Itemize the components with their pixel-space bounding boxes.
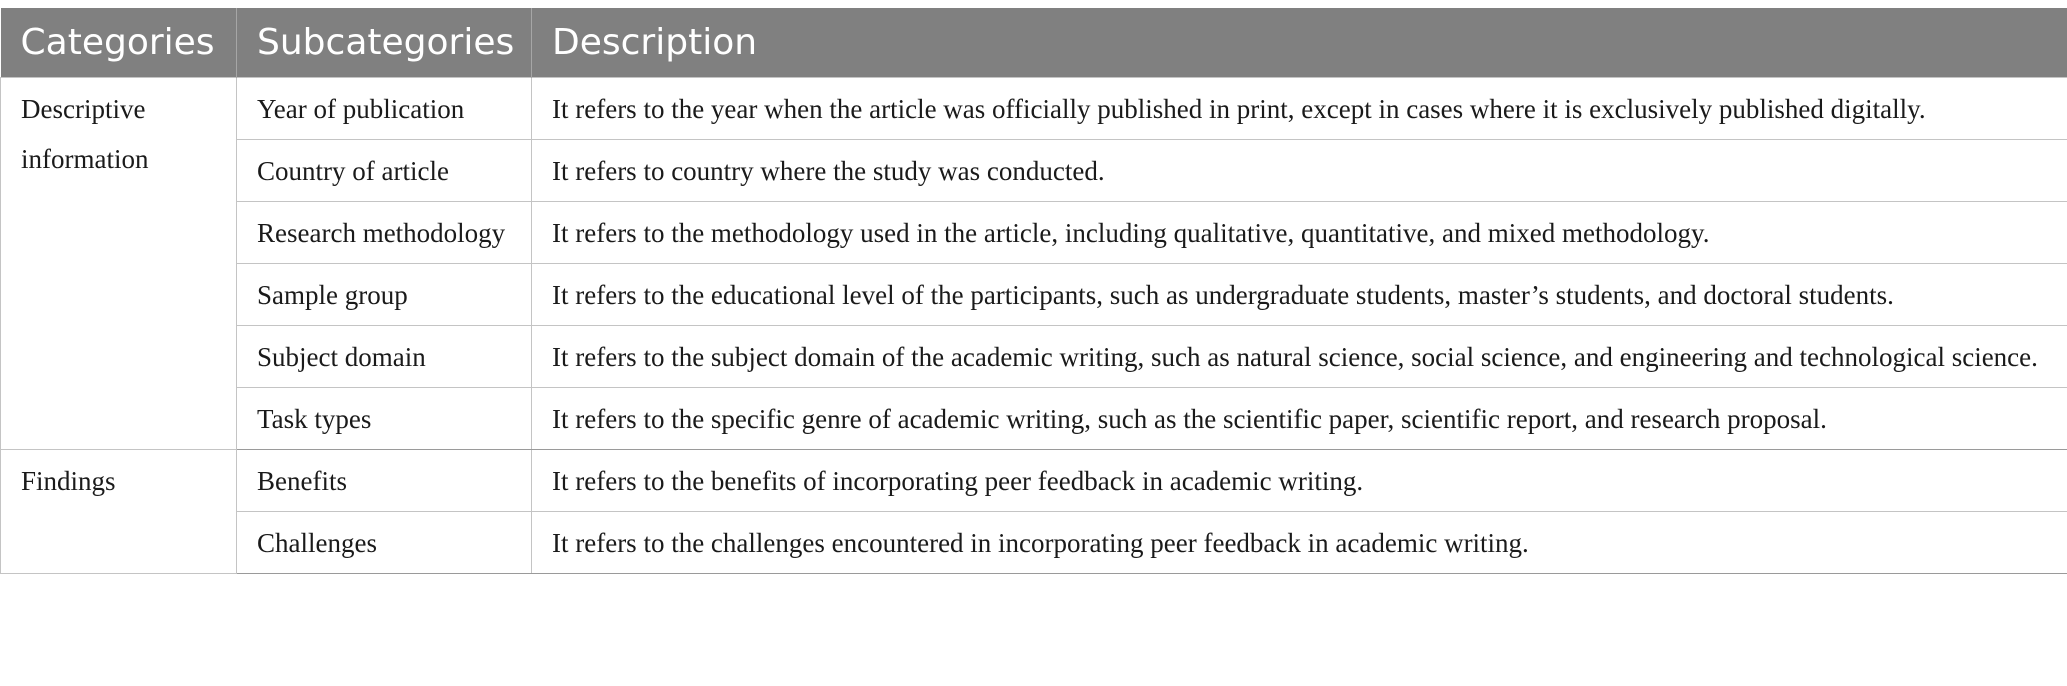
description-cell: It refers to the subject domain of the academic writing, such as natural science, social science, and engineering and technological science. [532, 325, 2067, 387]
categories-table [0, 8, 2067, 574]
table-row [1, 387, 2067, 449]
subcategory-cell: Subject domain [237, 325, 532, 387]
description-cell: It refers to the specific genre of academic writing, such as the scientific paper, scientific report, and research proposal. [532, 387, 2067, 449]
subcategory-cell: Task types [237, 387, 532, 449]
table-row [1, 325, 2067, 387]
category-cell-descriptive-information: Descriptive information [1, 77, 237, 449]
header-description: Description [532, 8, 2067, 77]
table-row [1, 201, 2067, 263]
category-cell-findings: Findings [1, 449, 237, 573]
description-cell: It refers to the educational level of the participants, such as undergraduate students, master’s students, and doctoral students. [532, 263, 2067, 325]
description-cell: It refers to the challenges encountered in incorporating peer feedback in academic writing. [532, 511, 2067, 573]
table-row [1, 77, 2067, 139]
table-header [1, 8, 2067, 77]
header-row [1, 8, 2067, 77]
description-cell: It refers to the methodology used in the article, including qualitative, quantitative, and mixed methodology. [532, 201, 2067, 263]
table-body [1, 77, 2067, 573]
subcategory-cell: Sample group [237, 263, 532, 325]
table-row [1, 449, 2067, 511]
description-cell: It refers to country where the study was conducted. [532, 139, 2067, 201]
subcategory-cell: Country of article [237, 139, 532, 201]
description-cell: It refers to the benefits of incorporating peer feedback in academic writing. [532, 449, 2067, 511]
subcategory-cell: Year of publication [237, 77, 532, 139]
table-row [1, 511, 2067, 573]
subcategory-cell: Benefits [237, 449, 532, 511]
table-row [1, 263, 2067, 325]
subcategory-cell: Challenges [237, 511, 532, 573]
header-subcategories: Subcategories [237, 8, 532, 77]
categories-table-container [0, 8, 2067, 574]
description-cell: It refers to the year when the article was officially published in print, except in cases where it is exclusively published digitally. [532, 77, 2067, 139]
header-categories: Categories [1, 8, 237, 77]
subcategory-cell: Research methodology [237, 201, 532, 263]
table-row [1, 139, 2067, 201]
